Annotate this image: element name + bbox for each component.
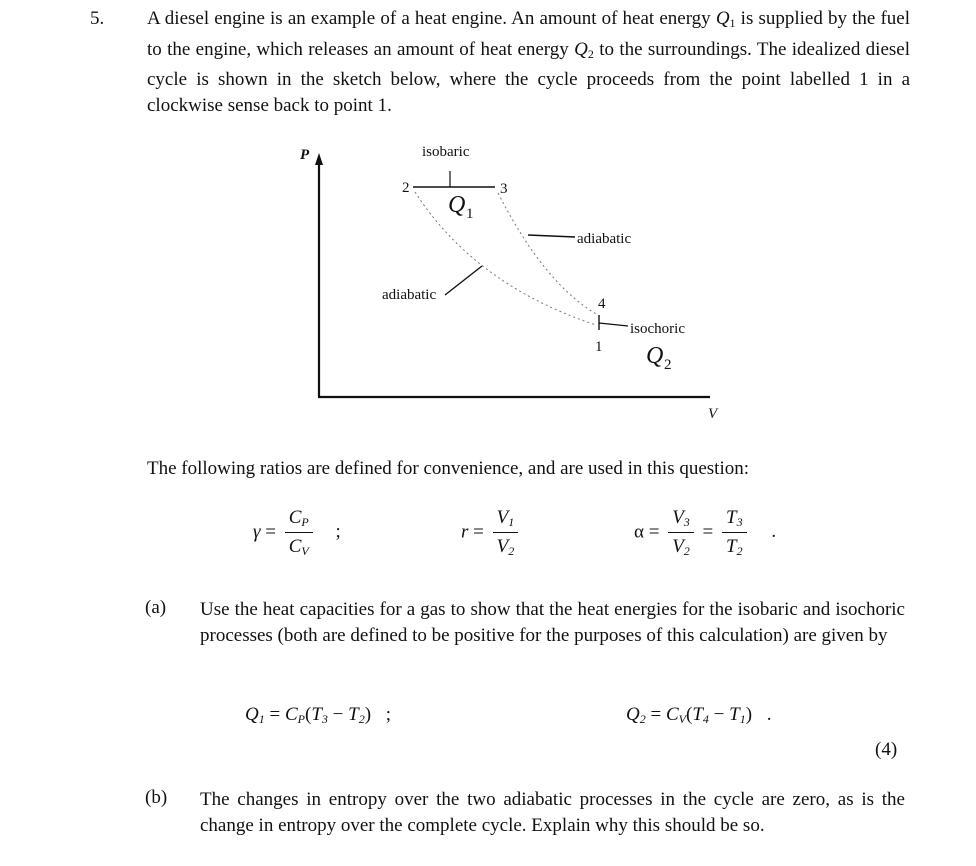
q1-eq-c: C	[284, 704, 298, 725]
q2-eq-ta-sub: 4	[702, 712, 709, 726]
q2-eq-tb-sub: 1	[739, 712, 746, 726]
r-fraction	[493, 507, 519, 559]
q1-symbol: Q	[715, 8, 730, 29]
gamma-symbol: γ	[253, 521, 261, 543]
q1-eq-c-sub: P	[297, 712, 305, 726]
q2-subscript: 2	[587, 46, 594, 61]
question-number: 5.	[90, 8, 105, 29]
q2-eq-lhs: Q	[626, 704, 640, 725]
q1-diagram-subscript: 1	[466, 206, 474, 222]
q2-symbol: Q	[574, 38, 588, 60]
part-a-marks: (4)	[875, 739, 898, 760]
intro-text-2: is supplied by the fuel to the engine, which releases an amount of heat energy	[147, 8, 910, 60]
q1-eq-sep: ;	[385, 704, 392, 725]
adiabatic-1-2-curve	[415, 192, 596, 325]
gamma-separator: ;	[335, 521, 341, 543]
alpha-den2: T	[726, 536, 737, 557]
point-3-label: 3	[500, 181, 508, 197]
gamma-num: C	[288, 507, 302, 528]
isochoric-pointer	[599, 323, 628, 326]
point-2-label: 2	[402, 180, 410, 196]
point-1-label: 1	[595, 339, 603, 355]
gamma-equation: γ = $\frac{C_P}{C_V}$ ;	[253, 507, 341, 558]
adiabatic-lower-label: adiabatic	[382, 287, 437, 303]
q1-equation: $Q_1 = C_P(T_3 - T_2)$ ;	[245, 704, 392, 726]
q1-eq-ta: T	[311, 704, 322, 725]
r-symbol: r	[461, 521, 469, 543]
q1-eq-lhs-sub: 1	[258, 712, 265, 726]
alpha-end: .	[771, 521, 777, 543]
ratios-intro: The following ratios are defined for convenience, and are used in this question:	[147, 458, 749, 479]
adiabatic-upper-label: adiabatic	[577, 231, 632, 247]
p-axis-label: P	[300, 147, 310, 163]
part-b-text: The changes in entropy over the two adiabatic processes in the cycle are zero, as is the change in entropy over the complete cycle. Explain why this should be so.	[200, 789, 905, 836]
alpha-fraction-t	[722, 507, 747, 559]
q2-eq-c-sub: V	[678, 712, 686, 726]
isobaric-label: isobaric	[422, 144, 470, 160]
alpha-den1-sub: 2	[683, 544, 690, 558]
r-num-sub: 1	[508, 515, 515, 529]
q1-eq-lhs: Q	[245, 704, 259, 725]
gamma-den-sub: V	[301, 544, 309, 558]
intro-text-3: to the surroundings. The idealized diesel cycle is shown in the sketch below, where the cycle proceeds from the point labelled 1 in a clockwise sense back to point 1.	[147, 38, 910, 116]
gamma-fraction	[285, 507, 313, 559]
q2-eq-tb: T	[729, 704, 740, 725]
alpha-equation: α = $\frac{V_3}{V_2}$ = $\frac{T_3}{T_2}$ .	[634, 507, 777, 558]
alpha-num2-sub: 3	[736, 515, 743, 529]
question-intro	[147, 6, 910, 118]
r-den-sub: 2	[508, 544, 515, 558]
adiabatic-3-4-curve	[498, 193, 598, 315]
alpha-num1-sub: 3	[683, 515, 690, 529]
q2-diagram-label: Q	[646, 343, 664, 369]
alpha-num2: T	[726, 507, 737, 528]
alpha-symbol: α	[634, 521, 644, 543]
alpha-num1: V	[672, 507, 684, 528]
r-den: V	[496, 536, 509, 557]
q2-diagram-subscript: 2	[664, 357, 672, 373]
gamma-num-sub: P	[301, 515, 309, 529]
intro-text-1: A diesel engine is an example of a heat engine. An amount of heat energy	[147, 8, 716, 29]
q1-diagram-label: Q	[448, 192, 466, 218]
r-equation: r = $\frac{V_1}{V_2}$	[461, 507, 522, 559]
alpha-den1: V	[672, 536, 684, 557]
adiabatic-upper-pointer	[528, 235, 575, 237]
q1-eq-tb-sub: 2	[358, 712, 365, 726]
q1-eq-tb: T	[348, 704, 359, 725]
point-4-label: 4	[598, 296, 606, 312]
p-axis-arrow	[315, 153, 323, 165]
v-axis-label: V	[708, 406, 718, 422]
part-b-label: (b)	[145, 787, 168, 808]
alpha-fraction-v	[668, 507, 694, 559]
q2-eq-c: C	[665, 704, 679, 725]
adiabatic-lower-pointer	[445, 266, 482, 295]
q1-eq-ta-sub: 3	[321, 712, 328, 726]
q2-eq-end: .	[766, 704, 772, 725]
q2-eq-lhs-sub: 2	[639, 712, 646, 726]
alpha-den2-sub: 2	[736, 544, 743, 558]
q1-subscript: 1	[729, 16, 736, 30]
gamma-den: C	[288, 536, 302, 557]
pv-diagram	[290, 135, 740, 435]
part-a-label: (a)	[145, 597, 167, 618]
r-num: V	[496, 507, 509, 528]
isochoric-label: isochoric	[630, 321, 685, 337]
q2-equation: $Q_2 = C_V(T_4 - T_1)$ .	[626, 704, 772, 726]
q2-eq-ta: T	[692, 704, 703, 725]
part-a-text: Use the heat capacities for a gas to show that the heat energies for the isobaric and isochoric processes (both are defined to be positive for the purposes of this calculation) are given by	[200, 599, 905, 646]
